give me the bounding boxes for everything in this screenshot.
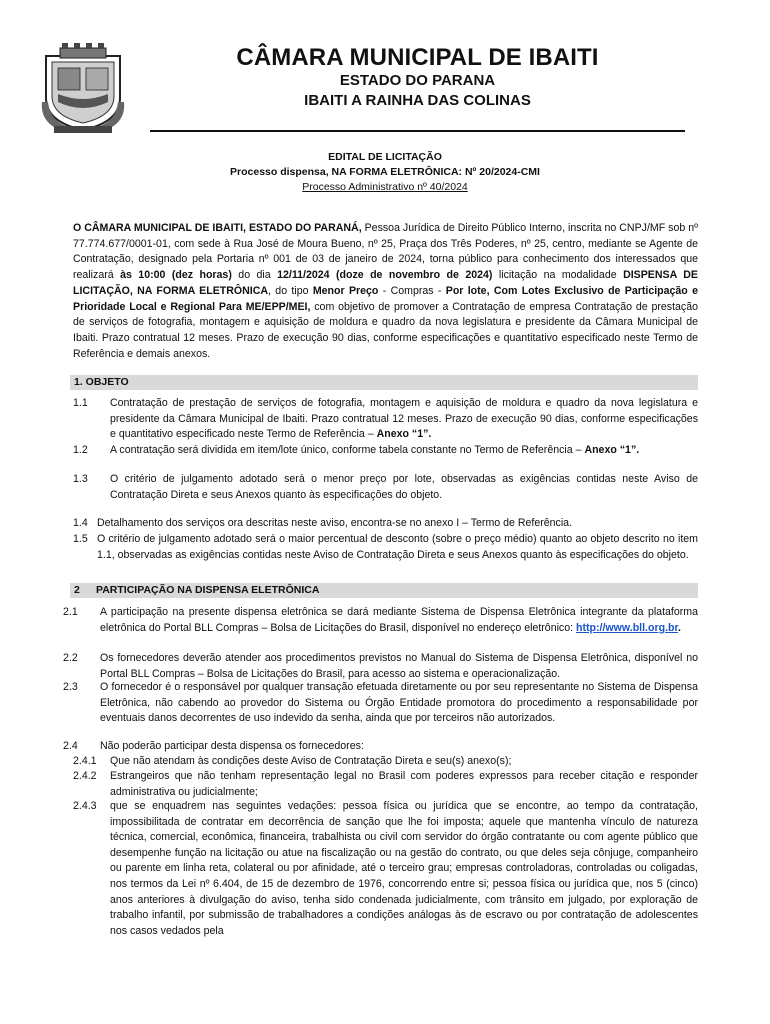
council-title: CÂMARA MUNICIPAL DE IBAITI [236,44,599,71]
item-2-3: O fornecedor é o responsável por qualquer transação efetuada diretamente ou por seu representante no Sistema de Dispensa Eletrônica, não cabendo ao provedor do Sistema ou Órgão Entidade promotora do procedimento a responsabilidade por eventuais danos decorrentes de uso indevido da senha, ainda que por terceiros não autorizados. [100,681,698,725]
item-2-1: A participação na presente dispensa eletrônica se dará mediante Sistema de Dispensa Eletrônica integrante da plataforma eletrônica do Portal BLL Compras – Bolsa de Licitações do Brasil, disponível no endereço eletrônico: http://www.bll.org.br. [100,606,698,634]
item-number: 2.2 [63,652,78,664]
item-1-2: A contratação será dividida em item/lote único, conforme tabela constante no Termo de Referência – Anexo “1”. [110,444,640,456]
municipal-seal-icon [40,42,126,134]
item-2-4-2: Estrangeiros que não tenham representação legal no Brasil com poderes expressos para receber citação e responder administrativa ou judicialmente; [110,770,698,798]
item-2-4: Não poderão participar desta dispensa os fornecedores: [100,740,364,752]
item-number: 1.3 [73,473,88,485]
section-participacao-header: 2 PARTICIPAÇÃO NA DISPENSA ELETRÔNICA [70,583,698,598]
item-1-5: O critério de julgamento adotado será o maior percentual de desconto (sobre o preço médio) quanto ao objeto descrito no item 1.1, observadas as exigências contidas neste Aviso de Contratação Direta e seus Anexos quanto às especificações do objeto. [97,533,698,561]
admin-process-number: Processo Administrativo nº 40/2024 [302,181,468,193]
bll-portal-link[interactable]: http://www.bll.org.br [576,621,679,634]
item-2-4-3: que se enquadrem nas seguintes vedações: pessoa física ou jurídica que se encontre, ao tempo da contratação, impossibilitada de contratar em decorrência de sanção que lhe foi imposta; aquele que mantenha vínculo de natureza técnica, comercial, econômica, financeira, trabalhista ou civil com servidor do órgão contratante ou com agente público que desempenhe função na licitação ou atue na fiscalização ou na gestão do contrato, ou que deles seja cônjuge, companheiro ou parente em linha reta, colateral ou por afinidade, até o terceiro grau; empresas controladoras, controladas ou coligadas, nos termos da Lei nº 6.404, de 15 de dezembro de 1976, concorrendo entre si; pessoa física ou jurídica que, nos 5 (cinco) anos anteriores à divulgação do aviso, tenha sido condenada judicialmente, com trânsito em julgado, por exploração de trabalho infantil, por submissão de trabalhadores a condições análogas às de escravo ou por contratação de adolescentes nos casos vedados pela [110,800,698,937]
section-objeto-header: 1. OBJETO [70,375,698,390]
item-number: 2.3 [63,681,78,693]
item-number: 2.4.2 [73,770,97,782]
item-number: 2.1 [63,606,78,618]
item-2-2: Os fornecedores deverão atender aos procedimentos previstos no Manual do Sistema de Dispensa Eletrônica, disponível no Portal BLL Compras – Bolsa de Licitações do Brasil, para acesso ao sistema e operacionalização. [100,652,698,680]
item-1-4: Detalhamento dos serviços ora descritas neste aviso, encontra-se no anexo I – Termo de Referência. [97,517,573,529]
intro-paragraph: O CÂMARA MUNICIPAL DE IBAITI, ESTADO DO PARANÁ, Pessoa Jurídica de Direito Público Interno, inscrita no CNPJ/MF sob nº 77.774.677/0001-01, com sede à Rua José de Moura Bueno, nº 25, Praça dos Três Poderes, nº 25, centro, mediante se Agente de Contratação, designado pela Portaria nº 001 de 03 de janeiro de 2024, torna público para conhecimento dos interessados que realizará às 10:00 (dez horas) do dia 12/11/2024 (doze de novembro de 2024) licitação na modalidade DISPENSA DE LICITAÇÃO, NA FORMA ELETRÔNICA, do tipo Menor Preço - Compras - Por lote, Com Lotes Exclusivo de Participação e Prioridade Local e Regional Para ME/EPP/MEI, com objetivo de promover a Contratação de empresa Contratação de prestação de serviços de fotografia, montagem e aquisição de moldura e quadro da nova legislatura e presidente da Câmara Municipal de Ibaiti. Prazo contratual 12 meses. Prazo de execução 90 dias, conforme especificações e quantitativo especificado neste Termo de Referência e demais anexos. [73,222,699,360]
item-1-1: Contratação de prestação de serviços de fotografia, montagem e aquisição de moldura e quadro da nova legislatura e presidente da Câmara Municipal de Ibaiti. Prazo contratual 12 meses. Prazo de execução 90 dias, conforme especificações e quantitativo especificado neste Termo de Referência – Anexo “1”. [110,397,698,441]
item-number: 2.4.3 [73,800,97,812]
item-2-4-1: Que não atendam às condições deste Aviso de Contratação Direta e seu(s) anexo(s); [110,755,512,767]
edital-title: EDITAL DE LICITAÇÃO [328,151,442,163]
item-number: 1.2 [73,444,88,456]
city-motto: IBAITI A RAINHA DAS COLINAS [304,92,531,109]
process-number: Processo dispensa, NA FORMA ELETRÔNICA: Nº 20/2024-CMI [230,166,540,178]
header-divider [150,130,685,132]
item-number: 2.4 [63,740,78,752]
item-number: 1.1 [73,397,88,409]
item-number: 1.5 [73,533,88,545]
item-number: 1.4 [73,517,88,529]
item-1-3: O critério de julgamento adotado será o menor preço por lote, observadas as exigências contidas neste Aviso de Contratação Direta e seus Anexos quanto às especificações do objeto. [110,473,698,501]
state-subtitle: ESTADO DO PARANA [339,72,496,89]
item-number: 2.4.1 [73,755,97,767]
